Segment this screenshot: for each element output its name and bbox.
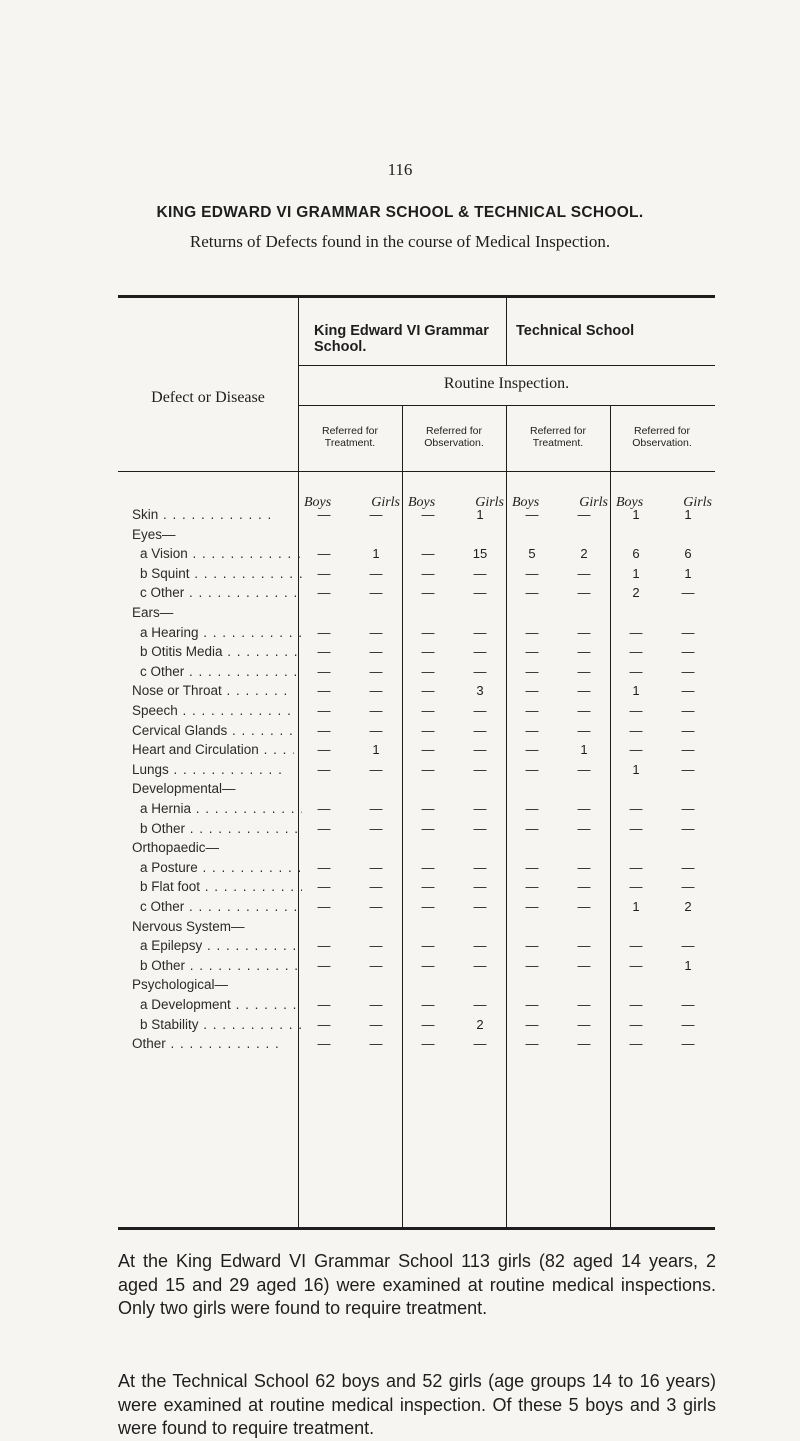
table-cell: —	[473, 663, 487, 679]
table-cell: —	[317, 644, 331, 660]
table-row	[118, 1015, 715, 1034]
row-label: b Other . . .	[140, 956, 302, 975]
table-row	[118, 564, 715, 583]
table-cell: —	[681, 1036, 695, 1052]
table-row	[118, 760, 715, 779]
row-label: Speech . . .	[132, 701, 294, 720]
table-cell: —	[473, 761, 487, 777]
table-cell: —	[369, 644, 383, 660]
boys-header: Boys	[408, 495, 436, 510]
table-cell: 2	[632, 585, 640, 601]
boys-header: Boys	[304, 495, 332, 510]
table-row	[118, 936, 715, 955]
paragraph-technical-school: At the Technical School 62 boys and 52 girls (age groups 14 to 16 years) were examined at routine medical inspection. Of these 5 boys and 3 girls were found to require treatment.	[118, 1371, 716, 1438]
table-cell: —	[369, 565, 383, 581]
table-row	[118, 779, 715, 798]
table-cell: —	[421, 899, 435, 914]
table-cell: —	[577, 722, 591, 738]
table-cell: —	[577, 997, 591, 1012]
table-cell: —	[577, 899, 591, 914]
boys-header: Boys	[616, 495, 644, 510]
table-cell: —	[473, 859, 487, 875]
subheader-gs-observation: Referred for Observation.	[424, 425, 484, 449]
table-cell: —	[421, 507, 435, 522]
technical-school-header: Technical School	[516, 323, 635, 339]
table-cell: —	[577, 663, 591, 679]
girls-header: Girls	[475, 495, 504, 510]
subheader-ts-observation: Referred for Observation.	[632, 425, 692, 449]
table-cell: 15	[472, 546, 488, 562]
table-cell: —	[525, 624, 539, 640]
table-row	[118, 525, 715, 544]
boys-header: Boys	[512, 495, 540, 510]
table-cell: —	[681, 585, 695, 601]
table-row	[118, 819, 715, 838]
table-cell: —	[473, 820, 487, 836]
table-cell: —	[421, 938, 435, 954]
row-label: b Flat foot . . .	[140, 877, 302, 896]
table-cell: —	[473, 997, 487, 1012]
table-cell: 1	[632, 507, 640, 522]
table-cell: —	[317, 683, 331, 699]
table-cell: —	[525, 997, 539, 1012]
table-cell: —	[369, 801, 383, 816]
row-label: Skin . . .	[132, 505, 294, 524]
row-label: c Other . . .	[140, 662, 302, 681]
table-cell: —	[421, 703, 435, 718]
table-cell: —	[577, 585, 591, 601]
table-cell: —	[629, 703, 643, 718]
table-row	[118, 975, 715, 994]
table-cell: 6	[632, 546, 640, 562]
row-label: a Hernia . . .	[140, 799, 302, 818]
table-cell: —	[317, 761, 331, 777]
table-row	[118, 662, 715, 681]
table-cell: —	[577, 1036, 591, 1052]
paragraph-grammar-school: At the King Edward VI Grammar School 113 girls (82 aged 14 years, 2 aged 15 and 29 aged 16) were examined at routine medical inspections. Only two girls were found to require treatment.	[118, 1251, 716, 1318]
table-cell: —	[473, 938, 487, 954]
row-label: b Stability . . .	[140, 1015, 302, 1034]
row-label: a Hearing . . .	[140, 623, 302, 642]
table-cell: —	[629, 957, 643, 973]
table-cell: —	[421, 761, 435, 777]
table-cell: —	[525, 801, 539, 816]
table-cell: —	[525, 938, 539, 954]
table-cell: 1	[684, 565, 692, 581]
table-cell: —	[369, 997, 383, 1012]
table-cell: —	[629, 1016, 643, 1032]
table-cell: —	[577, 859, 591, 875]
row-label: Cervical Glands . . .	[132, 721, 294, 740]
row-label: Developmental—	[132, 781, 236, 797]
table-cell: —	[681, 938, 695, 954]
subheader-gs-treatment: Referred for Treatment.	[321, 425, 379, 449]
table-cell: 1	[632, 565, 640, 581]
table-cell: —	[369, 1016, 383, 1032]
table-cell: —	[317, 742, 331, 758]
table-cell: —	[525, 585, 539, 601]
table-cell: 1	[684, 957, 692, 973]
table-cell: —	[525, 761, 539, 777]
row-label: Lungs . . .	[132, 760, 294, 779]
table-cell: —	[317, 820, 331, 836]
row-label: c Other . . .	[140, 583, 302, 602]
table-cell: —	[681, 801, 695, 816]
table-cell: —	[629, 879, 643, 895]
table-cell: —	[317, 899, 331, 914]
table-cell: —	[473, 565, 487, 581]
table-cell: —	[421, 546, 435, 562]
table-cell: —	[629, 820, 643, 836]
table-cell: —	[369, 624, 383, 640]
table-cell: —	[317, 957, 331, 973]
table-cell: —	[681, 761, 695, 777]
table-cell: —	[317, 507, 331, 522]
row-label: c Other . . .	[140, 897, 302, 916]
table-cell: 1	[372, 546, 380, 562]
table-cell: —	[421, 1016, 435, 1032]
page-number: 116	[387, 160, 413, 179]
table-cell: —	[473, 899, 487, 914]
table-cell: 3	[476, 683, 484, 699]
table-cell: —	[577, 801, 591, 816]
table-cell: —	[369, 957, 383, 973]
table-cell: —	[369, 899, 383, 914]
table-cell: —	[317, 859, 331, 875]
row-label: Ears—	[132, 605, 174, 620]
table-cell: —	[317, 801, 331, 816]
table-cell: —	[629, 997, 643, 1012]
table-cell: —	[525, 742, 539, 758]
table-cell: —	[577, 1016, 591, 1032]
table-cell: —	[681, 722, 695, 738]
girls-header: Girls	[579, 495, 608, 510]
table-row	[118, 799, 715, 818]
table-cell: —	[421, 683, 435, 699]
table-cell: 1	[632, 899, 640, 914]
table-cell: —	[369, 683, 383, 699]
table-row	[118, 995, 715, 1014]
table-cell: —	[525, 644, 539, 660]
row-label: a Epilepsy . . .	[140, 936, 302, 955]
table-cell: —	[681, 644, 695, 660]
table-cell: —	[369, 1036, 383, 1052]
table-cell: —	[681, 624, 695, 640]
table-bottom-rule	[118, 1227, 715, 1230]
table-cell: —	[525, 879, 539, 895]
table-cell: —	[525, 565, 539, 581]
row-label: Orthopaedic—	[132, 840, 220, 856]
girls-header: Girls	[371, 495, 400, 510]
table-cell: —	[525, 1016, 539, 1032]
table-row	[118, 897, 715, 916]
table-cell: —	[681, 742, 695, 758]
table-cell: 1	[476, 507, 484, 522]
table-cell: 1	[684, 507, 692, 522]
table-cell: —	[421, 820, 435, 836]
table-cell: —	[473, 957, 487, 973]
table-cell: —	[681, 997, 695, 1012]
page-subtitle: Returns of Defects found in the course of Medical Inspection.	[189, 232, 611, 251]
table-row	[118, 877, 715, 896]
table-cell: —	[577, 957, 591, 973]
row-label: Nose or Throat . . .	[132, 681, 294, 700]
table-cell: 6	[684, 546, 692, 562]
table-cell: —	[525, 683, 539, 699]
table-cell: —	[369, 820, 383, 836]
table-cell: —	[317, 703, 331, 718]
girls-header: Girls	[683, 495, 712, 510]
table-cell: —	[421, 1036, 435, 1052]
grammar-school-header: King Edward VI Grammar School.	[314, 323, 489, 355]
table-cell: —	[681, 1016, 695, 1032]
table-cell: —	[421, 957, 435, 973]
table-cell: —	[525, 957, 539, 973]
table-cell: —	[317, 663, 331, 679]
table-cell: —	[317, 997, 331, 1012]
table-row	[118, 603, 715, 622]
table-cell: 2	[580, 546, 588, 562]
table-cell: —	[369, 585, 383, 601]
table-row	[118, 681, 715, 700]
table-row	[118, 544, 715, 563]
table-cell: —	[577, 624, 591, 640]
table-cell: —	[577, 703, 591, 718]
table-cell: —	[629, 742, 643, 758]
table-row	[118, 701, 715, 720]
table-row	[118, 838, 715, 857]
row-label: b Other . . .	[140, 819, 302, 838]
table-top-rule	[118, 295, 715, 298]
table-row	[118, 917, 715, 936]
table-cell: —	[317, 565, 331, 581]
table-cell: —	[473, 742, 487, 758]
table-cell: —	[525, 507, 539, 522]
table-cell: —	[629, 1036, 643, 1052]
row-label: Heart and Circulation . . .	[132, 740, 294, 759]
table-cell: —	[421, 644, 435, 660]
row-label: a Posture . . .	[140, 858, 302, 877]
table-cell: —	[577, 565, 591, 581]
table-cell: —	[369, 722, 383, 738]
table-row	[118, 858, 715, 877]
row-label: b Otitis Media . . .	[140, 642, 302, 661]
table-row	[118, 583, 715, 602]
table-cell: —	[577, 761, 591, 777]
table-cell: —	[421, 585, 435, 601]
table-cell: —	[629, 722, 643, 738]
table-cell: —	[629, 938, 643, 954]
table-cell: —	[317, 624, 331, 640]
table-cell: —	[681, 663, 695, 679]
table-cell: —	[317, 879, 331, 895]
table-cell: —	[577, 644, 591, 660]
table-cell: —	[317, 1036, 331, 1052]
table-cell: 1	[580, 742, 588, 758]
table-row	[118, 505, 715, 524]
table-cell: —	[629, 859, 643, 875]
table-cell: —	[525, 703, 539, 718]
table-cell: —	[525, 820, 539, 836]
table-cell: —	[473, 585, 487, 601]
table-row	[118, 1034, 715, 1053]
row-label: a Vision . . .	[140, 544, 302, 563]
header-bottom-rule	[118, 471, 715, 472]
table-cell: —	[317, 722, 331, 738]
table-cell: —	[525, 859, 539, 875]
table-cell: 1	[632, 683, 640, 699]
table-cell: —	[525, 722, 539, 738]
table-row	[118, 956, 715, 975]
table-cell: —	[317, 546, 331, 562]
table-cell: —	[629, 624, 643, 640]
table-cell: —	[473, 879, 487, 895]
table-cell: —	[473, 703, 487, 718]
table-cell: —	[369, 938, 383, 954]
table-cell: —	[369, 703, 383, 718]
table-cell: —	[421, 624, 435, 640]
table-cell: —	[525, 1036, 539, 1052]
row-label: Eyes—	[132, 526, 176, 542]
table-cell: 5	[528, 546, 536, 562]
table-cell: —	[421, 663, 435, 679]
table-cell: —	[317, 585, 331, 601]
table-cell: —	[577, 938, 591, 954]
row-label: Psychological—	[132, 977, 229, 993]
table-cell: —	[577, 683, 591, 699]
table-cell: —	[681, 703, 695, 718]
table-cell: —	[577, 879, 591, 895]
row-label: b Squint . . .	[140, 564, 302, 583]
table-cell: —	[681, 859, 695, 875]
table-row	[118, 740, 715, 759]
page-title: KING EDWARD VI GRAMMAR SCHOOL & TECHNICAL SCHOOL.	[156, 204, 644, 221]
table-row	[118, 721, 715, 740]
defects-table	[118, 295, 715, 1230]
table-cell: —	[629, 663, 643, 679]
subheader-ts-treatment: Referred for Treatment.	[529, 425, 587, 449]
table-cell: —	[421, 997, 435, 1012]
table-cell: —	[421, 801, 435, 816]
table-cell: —	[369, 879, 383, 895]
routine-inspection-header: Routine Inspection.	[443, 375, 570, 392]
table-cell: —	[421, 859, 435, 875]
row-label: Nervous System—	[132, 918, 245, 934]
table-row	[118, 623, 715, 642]
defect-header: Defect or Disease	[151, 389, 265, 406]
table-cell: —	[473, 801, 487, 816]
table-cell: 1	[632, 761, 640, 777]
table-cell: —	[577, 820, 591, 836]
table-cell: —	[629, 644, 643, 660]
table-cell: 2	[684, 899, 692, 914]
table-cell: —	[421, 879, 435, 895]
table-cell: —	[369, 663, 383, 679]
table-cell: —	[473, 624, 487, 640]
table-row	[118, 642, 715, 661]
table-cell: —	[369, 859, 383, 875]
table-cell: —	[421, 722, 435, 738]
table-cell: —	[473, 722, 487, 738]
table-cell: —	[681, 879, 695, 895]
table-cell: —	[473, 1036, 487, 1052]
table-cell: —	[473, 644, 487, 660]
table-cell: —	[317, 938, 331, 954]
table-cell: —	[525, 663, 539, 679]
school-divider	[506, 295, 507, 366]
table-cell: —	[681, 683, 695, 699]
table-cell: —	[681, 820, 695, 836]
table-cell: —	[317, 1016, 331, 1032]
table-cell: 2	[476, 1016, 484, 1032]
table-cell: —	[421, 565, 435, 581]
table-cell: —	[629, 801, 643, 816]
table-cell: —	[525, 899, 539, 914]
row-label: Other . . .	[132, 1034, 294, 1053]
table-cell: —	[369, 761, 383, 777]
table-cell: —	[369, 507, 383, 522]
row-label: a Development . . .	[140, 995, 302, 1014]
table-cell: —	[421, 742, 435, 758]
table-cell: 1	[372, 742, 380, 758]
table-cell: —	[577, 507, 591, 522]
